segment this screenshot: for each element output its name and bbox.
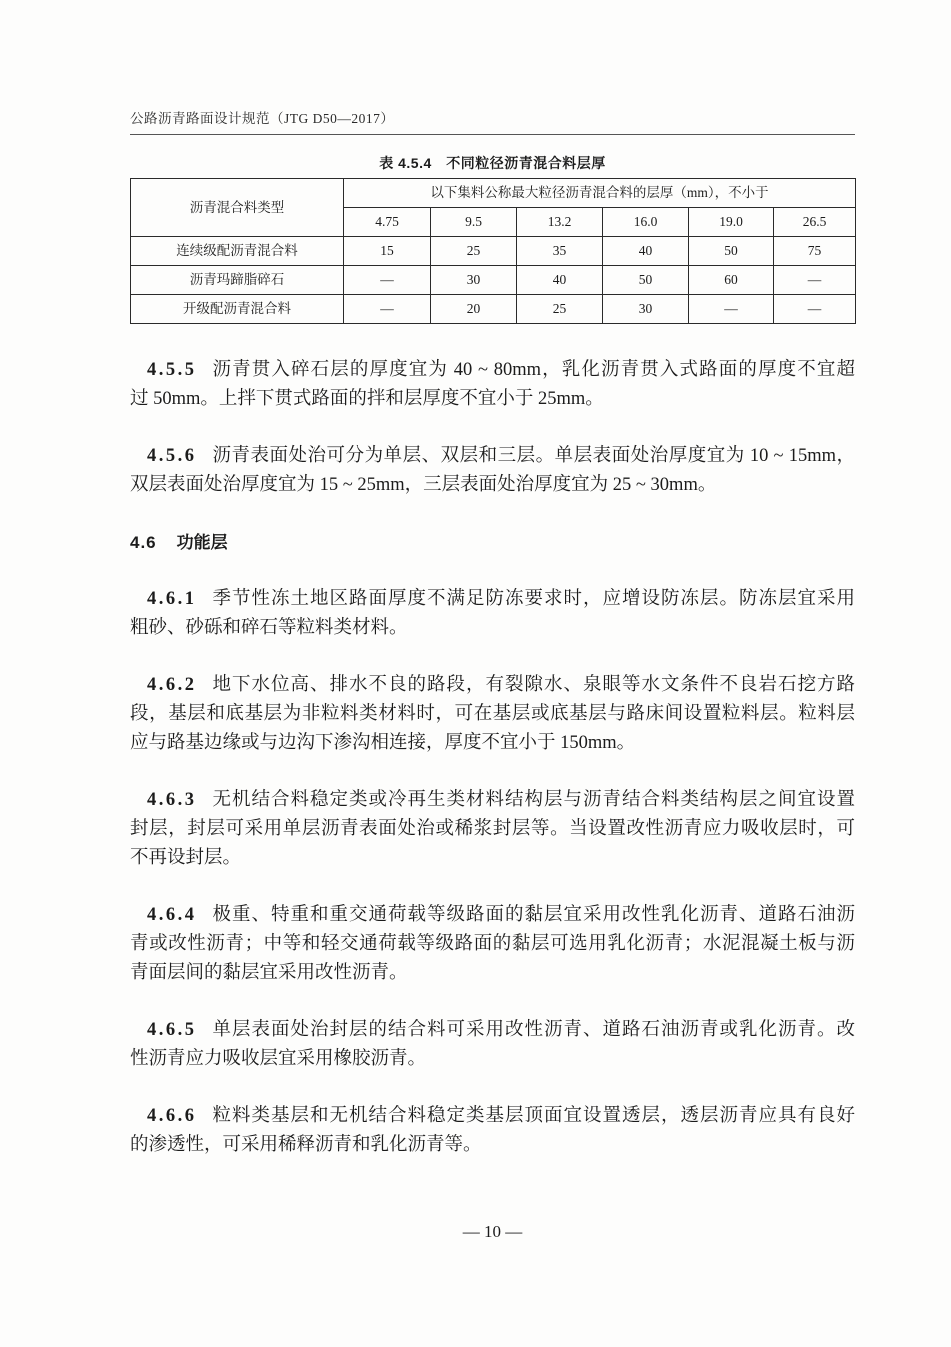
clause-line xyxy=(130,671,855,700)
value-cell: 35 xyxy=(517,237,603,266)
value-cell: — xyxy=(344,266,431,295)
clause-text: 青面层间的黏层宜采用改性沥青。 xyxy=(130,963,408,983)
running-header: 公路沥青路面设计规范（JTG D50—2017） xyxy=(130,111,395,126)
clause-text: 沥青贯入碎石层的厚度宜为 40 ~ 80mm，乳化沥青贯入式路面的厚度不宜超 xyxy=(212,360,855,380)
header-rule xyxy=(130,134,855,135)
size-header: 16.0 xyxy=(603,208,689,237)
section-number: 4.6 xyxy=(130,533,157,552)
clause-line xyxy=(130,930,855,959)
clause-4-5-6 xyxy=(130,442,855,500)
value-cell: 15 xyxy=(344,237,431,266)
clause-line xyxy=(130,385,855,414)
clause-number: 4.6.2 xyxy=(147,675,197,695)
table-header-row xyxy=(131,179,856,208)
value-cell: 40 xyxy=(603,237,689,266)
value-cell: 20 xyxy=(431,295,517,324)
clause-4-6-3 xyxy=(130,786,855,873)
clause-4-6-2 xyxy=(130,671,855,758)
clause-text: 封层，封层可采用单层沥青表面处治或稀浆封层等。当设置改性沥青应力吸收层时，可 xyxy=(130,819,855,839)
page-number: — 10 — xyxy=(462,1222,523,1241)
clause-4-6-5 xyxy=(130,1016,855,1074)
clause-text: 性沥青应力吸收层宜采用橡胶沥青。 xyxy=(130,1049,427,1069)
size-header: 26.5 xyxy=(774,208,856,237)
value-cell: 40 xyxy=(517,266,603,295)
clause-text: 季节性冻土地区路面厚度不满足防冻要求时，应增设防冻层。防冻层宜采用 xyxy=(212,589,855,609)
clause-text: 粒料类基层和无机结合料稳定类基层顶面宜设置透层，透层沥青应具有良好 xyxy=(212,1106,855,1126)
value-cell: 50 xyxy=(603,266,689,295)
size-header: 9.5 xyxy=(431,208,517,237)
clause-text: 极重、特重和重交通荷载等级路面的黏层宜采用改性乳化沥青、道路石油沥 xyxy=(212,905,855,925)
clause-number: 4.6.5 xyxy=(147,1020,197,1040)
clause-text: 段，基层和底基层为非粒料类材料时，可在基层或底基层与路床间设置粒料层。粒料层 xyxy=(130,704,855,724)
row-type-cell: 开级配沥青混合料 xyxy=(131,295,344,324)
clause-text: 应与路基边缘或与边沟下渗沟相连接，厚度不宜小于 150mm。 xyxy=(130,733,636,753)
clause-line xyxy=(130,585,855,614)
value-cell: 30 xyxy=(603,295,689,324)
clause-number: 4.6.6 xyxy=(147,1106,197,1126)
clause-4-6-1 xyxy=(130,585,855,643)
value-cell: — xyxy=(774,266,856,295)
clause-line xyxy=(130,356,855,385)
section-title: 功能层 xyxy=(176,533,228,552)
table-row xyxy=(131,266,856,295)
size-header: 4.75 xyxy=(344,208,431,237)
clause-text: 粗砂、砂砾和碎石等粒料类材料。 xyxy=(130,618,408,638)
clause-line xyxy=(130,815,855,844)
clause-line xyxy=(130,844,855,873)
value-cell: 25 xyxy=(431,237,517,266)
clause-line xyxy=(130,442,855,471)
row-type-cell: 沥青玛蹄脂碎石 xyxy=(131,266,344,295)
clause-line xyxy=(130,959,855,988)
clause-4-6-6 xyxy=(130,1102,855,1160)
clause-line xyxy=(130,786,855,815)
body-text xyxy=(130,356,855,1160)
size-header: 13.2 xyxy=(517,208,603,237)
clause-text: 青或改性沥青；中等和轻交通荷载等级路面的黏层可选用乳化沥青；水泥混凝土板与沥 xyxy=(130,934,855,954)
clause-line xyxy=(130,901,855,930)
value-cell: 25 xyxy=(517,295,603,324)
value-cell: 50 xyxy=(689,237,774,266)
clause-number: 4.6.4 xyxy=(147,905,197,925)
clause-line xyxy=(130,1045,855,1074)
clause-text: 过 50mm。上拌下贯式路面的拌和层厚度不宜小于 25mm。 xyxy=(130,389,604,409)
clause-line xyxy=(130,700,855,729)
value-cell: — xyxy=(774,295,856,324)
clause-line xyxy=(130,1016,855,1045)
clause-text: 双层表面处治厚度宜为 15 ~ 25mm，三层表面处治厚度宜为 25 ~ 30mm。 xyxy=(130,475,717,495)
clause-text: 无机结合料稳定类或冷再生类材料结构层与沥青结合料类结构层之间宜设置 xyxy=(212,790,855,810)
clause-number: 4.6.3 xyxy=(147,790,197,810)
clause-text: 单层表面处治封层的结合料可采用改性沥青、道路石油沥青或乳化沥青。改 xyxy=(212,1020,855,1040)
table-row xyxy=(131,295,856,324)
clause-line xyxy=(130,1131,855,1160)
clause-text: 沥青表面处治可分为单层、双层和三层。单层表面处治厚度宜为 10 ~ 15mm， xyxy=(212,446,855,466)
column-header-type: 沥青混合料类型 xyxy=(131,179,344,237)
value-cell: 60 xyxy=(689,266,774,295)
clause-line xyxy=(130,614,855,643)
clause-text: 地下水位高、排水不良的路段，有裂隙水、泉眼等水文条件不良岩石挖方路 xyxy=(212,675,855,695)
table-row xyxy=(131,237,856,266)
size-header: 19.0 xyxy=(689,208,774,237)
section-heading xyxy=(130,528,855,557)
clause-number: 4.6.1 xyxy=(147,589,197,609)
clause-text: 不再设封层。 xyxy=(130,848,242,868)
value-cell: — xyxy=(344,295,431,324)
layer-thickness-table xyxy=(130,178,856,324)
value-cell: 30 xyxy=(431,266,517,295)
clause-line xyxy=(130,729,855,758)
clause-4-6-4 xyxy=(130,901,855,988)
clause-line xyxy=(130,1102,855,1131)
row-type-cell: 连续级配沥青混合料 xyxy=(131,237,344,266)
clause-text: 的渗透性，可采用稀释沥青和乳化沥青等。 xyxy=(130,1135,482,1155)
clause-number: 4.5.5 xyxy=(147,360,197,380)
value-cell: 75 xyxy=(774,237,856,266)
table-caption: 表 4.5.4 不同粒径沥青混合料层厚 xyxy=(379,155,606,171)
column-group-header: 以下集料公称最大粒径沥青混合料的层厚（mm），不小于 xyxy=(344,179,856,208)
clause-4-5-5 xyxy=(130,356,855,414)
clause-line xyxy=(130,471,855,500)
clause-number: 4.5.6 xyxy=(147,446,197,466)
value-cell: — xyxy=(689,295,774,324)
